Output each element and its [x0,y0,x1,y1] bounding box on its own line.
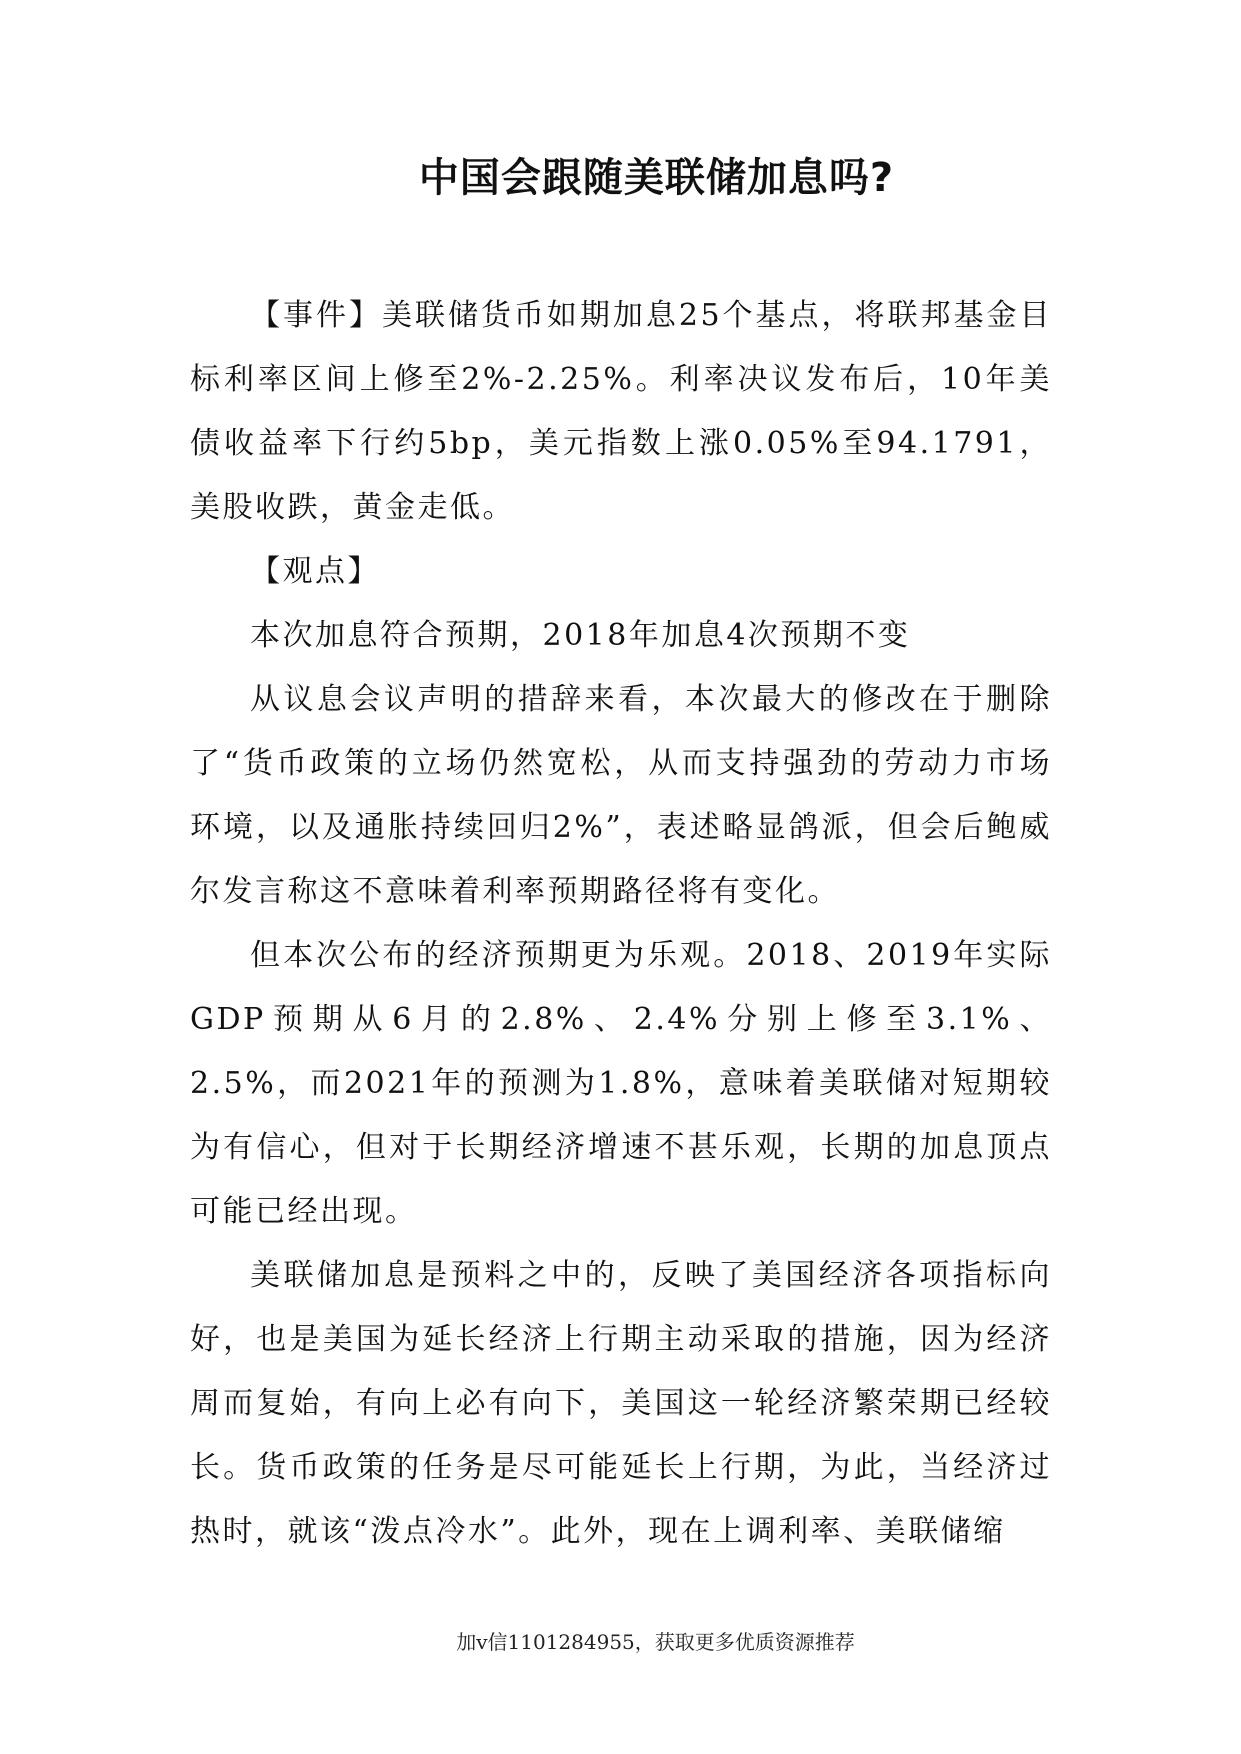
paragraph-event: 【事件】美联储货币如期加息25个基点，将联邦基金目标利率区间上修至2%-2.25%。利率决议发布后，10年美债收益率下行约5bp，美元指数上涨0.05%至94.1791，美股收跌，黄金走低。 [190,298,1052,525]
article-body [190,284,1052,1564]
paragraph-rate-hike-reasoning: 美联储加息是预料之中的，反映了美国经济各项指标向好，也是美国为延长经济上行期主动采取的措施，因为经济周而复始，有向上必有向下，美国这一轮经济繁荣期已经较长。货币政策的任务是尽可能延长上行期，为此，当经济过热时，就该“泼点冷水”。此外，现在上调利率、美联储缩 [190,1258,1052,1549]
page-title: 中国会跟随美联储加息吗? [418,155,895,201]
paragraph-statement-analysis: 从议息会议声明的措辞来看，本次最大的修改在于删除了“货币政策的立场仍然宽松，从而支持强劲的劳动力市场环境，以及通胀持续回归2%”，表述略显鸽派，但会后鲍威尔发言称这不意味着利率预期路径将有变化。 [190,682,1052,909]
page-footer: 加v信1101284955，获取更多优质资源推荐 [456,1630,855,1654]
paragraph-economic-outlook: 但本次公布的经济预期更为乐观。2018、2019年实际GDP预期从6月的2.8%、2.4%分别上修至3.1%、2.5%，而2021年的预测为1.8%，意味着美联储对短期较为有信心，但对于长期经济增速不甚乐观，长期的加息顶点可能已经出现。 [190,938,1052,1229]
paragraph-viewpoint-heading: 【观点】 [250,554,380,589]
paragraph-summary: 本次加息符合预期，2018年加息4次预期不变 [250,618,911,653]
